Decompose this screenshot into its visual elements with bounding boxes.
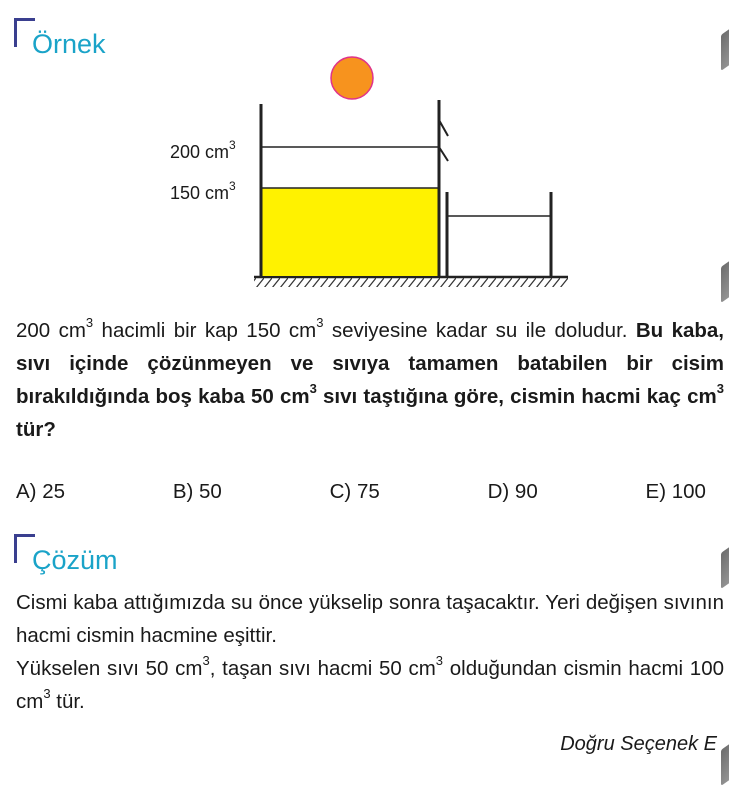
example-heading bbox=[14, 18, 106, 58]
option-e: E) 100 bbox=[645, 480, 706, 503]
solution-heading bbox=[14, 534, 118, 574]
page-tab-marker bbox=[721, 257, 729, 303]
heading-corner-mark bbox=[14, 18, 35, 47]
question-text: 200 $cm^3$ hacimli bir kap 150 $cm^3$ seviyesine kadar su ile doludur. Bu kaba, sıvı içinde çözünmeyen ve sıvıya tamamen batabilen bir cisim bırakıldığında boş kaba 50 $cm^3$ sıvı taştığına göre, cismin hacmi kaç $cm^3$ tür? bbox=[16, 315, 724, 441]
option-b: B) 50 bbox=[172, 480, 222, 503]
correct-answer: Doğru Seçenek E bbox=[560, 733, 717, 755]
example-heading-text: Örnek bbox=[32, 29, 106, 59]
solution-heading-text: Çözüm bbox=[32, 545, 118, 575]
page-tab-marker bbox=[721, 740, 729, 786]
label-150-cm3: 150 $cm^3$ bbox=[170, 179, 236, 203]
answer-options bbox=[16, 480, 706, 504]
heading-corner-mark bbox=[14, 534, 35, 563]
option-d: D) 90 bbox=[487, 480, 538, 503]
option-c: C) 75 bbox=[329, 480, 380, 503]
sphere-object bbox=[331, 57, 373, 99]
container-figure bbox=[160, 48, 580, 298]
page-tab-marker bbox=[721, 543, 729, 589]
liquid-fill bbox=[262, 188, 438, 276]
ground-hatch bbox=[254, 278, 568, 287]
solution-text: Cismi kaba attığımızda su önce yükselip sonra taşacaktır. Yeri değişen sıvının hacmi cismin hacmine eşittir. Yükselen sıvı 50 $cm^3$, taşan sıvı hacmi 50 $cm^3$ olduğundan cismin hacmi 100 $cm^3$ tür. bbox=[16, 591, 724, 713]
page-tab-marker bbox=[721, 25, 729, 71]
option-a: A) 25 bbox=[16, 480, 66, 503]
label-200-cm3: 200 $cm^3$ bbox=[170, 138, 236, 162]
question-bold-text: Bu kaba, sıvı içinde çözünmeyen ve sıvıya tamamen batabilen bir cisim bırakıldığında boş kaba 50 $cm^3$ sıvı taştığına göre, cismin hacmi kaç $cm^3$ tür? bbox=[16, 319, 724, 441]
